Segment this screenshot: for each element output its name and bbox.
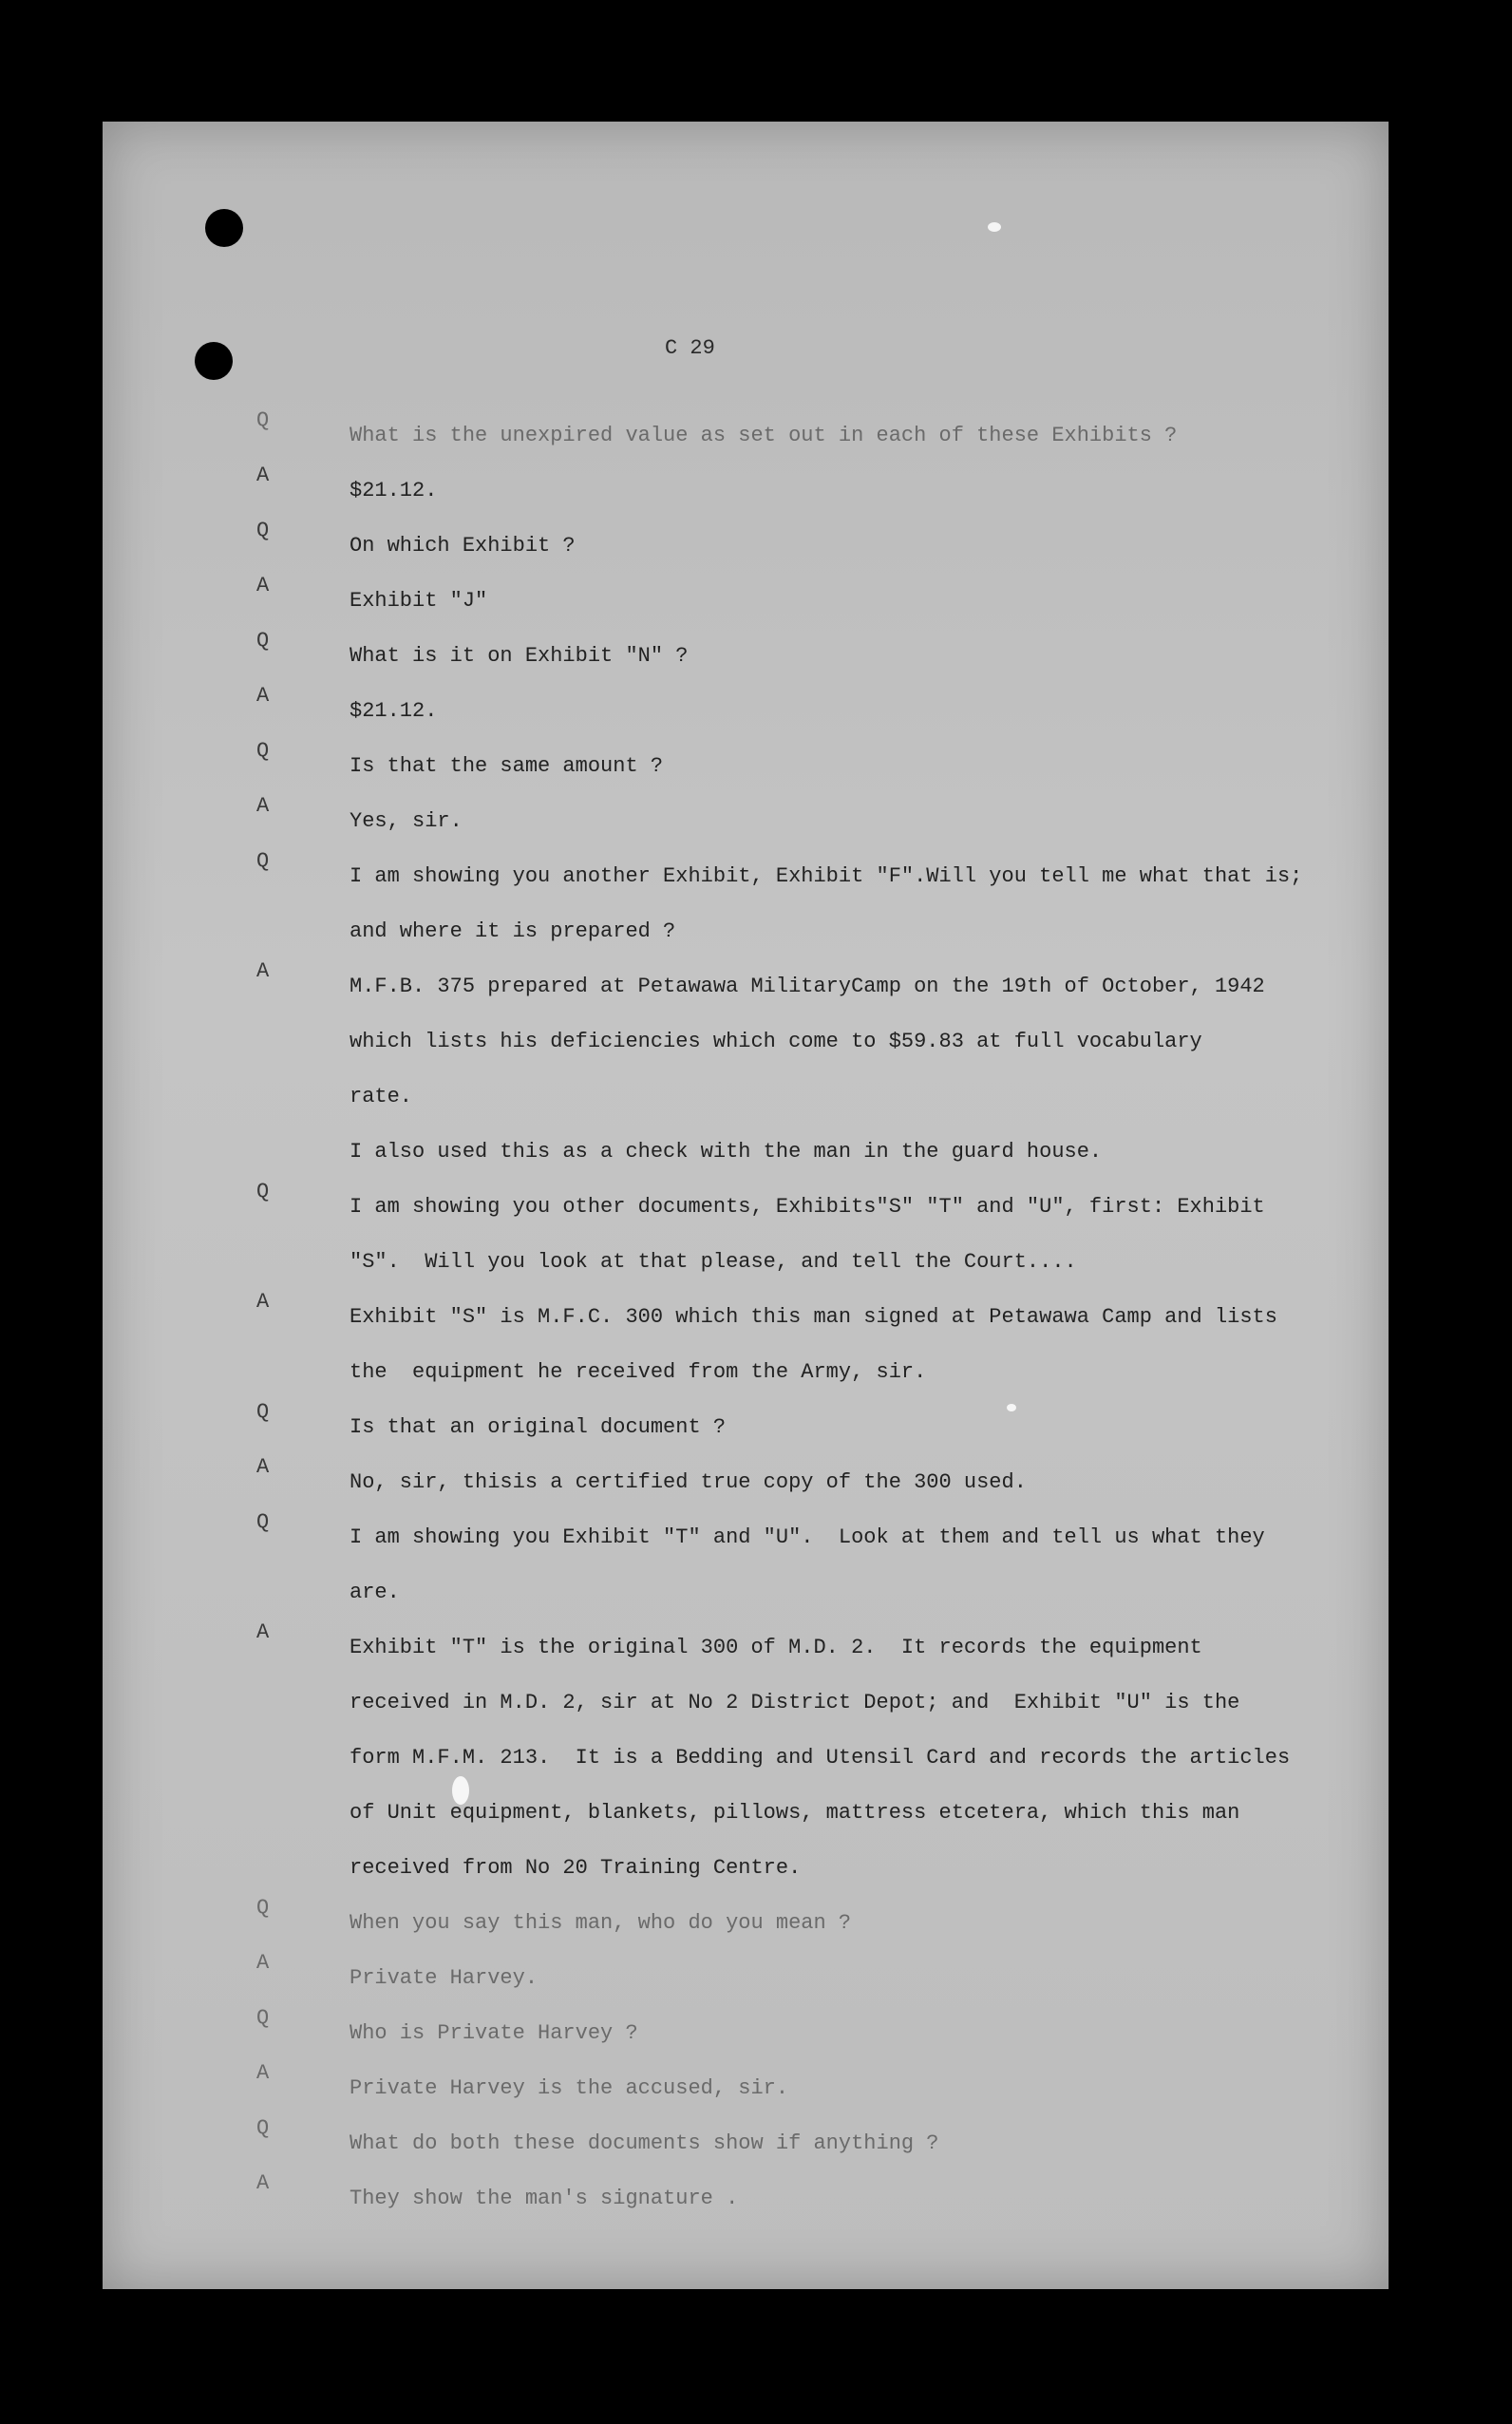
speaker-label: A (256, 464, 270, 487)
speaker-label: Q (256, 519, 270, 542)
line-text: I am showing you Exhibit "T" and "U". Look at them and tell us what they are. (350, 1525, 1265, 1604)
speaker-label: A (256, 1290, 270, 1314)
line-text: When you say this man, who do you mean ? (350, 1911, 852, 1935)
line-text: On which Exhibit ? (350, 534, 576, 558)
speaker-label: Q (256, 1180, 270, 1203)
line-text: What do both these documents show if anything ? (350, 2131, 939, 2155)
line-text: I am showing you other documents, Exhibits"S" "T" and "U", first: Exhibit "S". Will you look at that please, and tell the Court.... (350, 1195, 1265, 1274)
line-text: $21.12. (350, 699, 438, 723)
line-text: Private Harvey. (350, 1966, 539, 1990)
line-text: What is it on Exhibit "N" ? (350, 644, 689, 668)
speaker-label: Q (256, 739, 270, 763)
line-text: I am showing you another Exhibit, Exhibit "F".Will you tell me what that is; and where it is prepared ? (350, 864, 1303, 943)
speaker-label: Q (256, 1510, 270, 1534)
speaker-label: A (256, 684, 270, 708)
speaker-label: A (256, 794, 270, 818)
speaker-label: A (256, 2061, 270, 2085)
line-text: Exhibit "T" is the original 300 of M.D. 2. It records the equipment received in M.D. 2, sir at No 2 District Depot; and Exhibit "U" is the form M.F.M. 213. It is a Bedding and Utensil Card and records the articles of Unit equipment, blankets, pillows, mattress etcetera, which this man received from No 20 Training Centre. (350, 1636, 1291, 1880)
line-text: Is that the same amount ? (350, 754, 664, 778)
speaker-label: Q (256, 2006, 270, 2030)
line-text: M.F.B. 375 prepared at Petawawa MilitaryCamp on the 19th of October, 1942 which lists his deficiencies which come to $59.83 at full vocabulary rate. I also used this as a check with the man in the guard house. (350, 975, 1265, 1164)
speaker-label: A (256, 574, 270, 597)
speaker-label: Q (256, 1400, 270, 1424)
speaker-label: A (256, 2171, 270, 2195)
speaker-label: A (256, 959, 270, 983)
line-text: Yes, sir. (350, 809, 463, 833)
speaker-label: Q (256, 1896, 270, 1920)
line-text: What is the unexpired value as set out in each of these Exhibits ? (350, 424, 1178, 447)
speaker-label: Q (256, 849, 270, 873)
line-text: Exhibit "S" is M.F.C. 300 which this man signed at Petawawa Camp and lists the equipment he received from the Army, sir. (350, 1305, 1277, 1384)
speaker-label: A (256, 1620, 270, 1644)
speaker-label: Q (256, 2116, 270, 2140)
line-text: Private Harvey is the accused, sir. (350, 2076, 789, 2100)
line-text: Exhibit "J" (350, 589, 488, 613)
line-text: They show the man's signature . (350, 2187, 739, 2210)
speaker-label: Q (256, 629, 270, 653)
line-text: $21.12. (350, 479, 438, 502)
speaker-label: A (256, 1951, 270, 1975)
page-number: C 29 (665, 336, 715, 360)
speaker-label: Q (256, 408, 270, 432)
line-text: No, sir, thisis a certified true copy of the 300 used. (350, 1470, 1027, 1494)
line-text: Is that an original document ? (350, 1415, 727, 1439)
line-text: Who is Private Harvey ? (350, 2021, 638, 2045)
speaker-label: A (256, 1455, 270, 1479)
